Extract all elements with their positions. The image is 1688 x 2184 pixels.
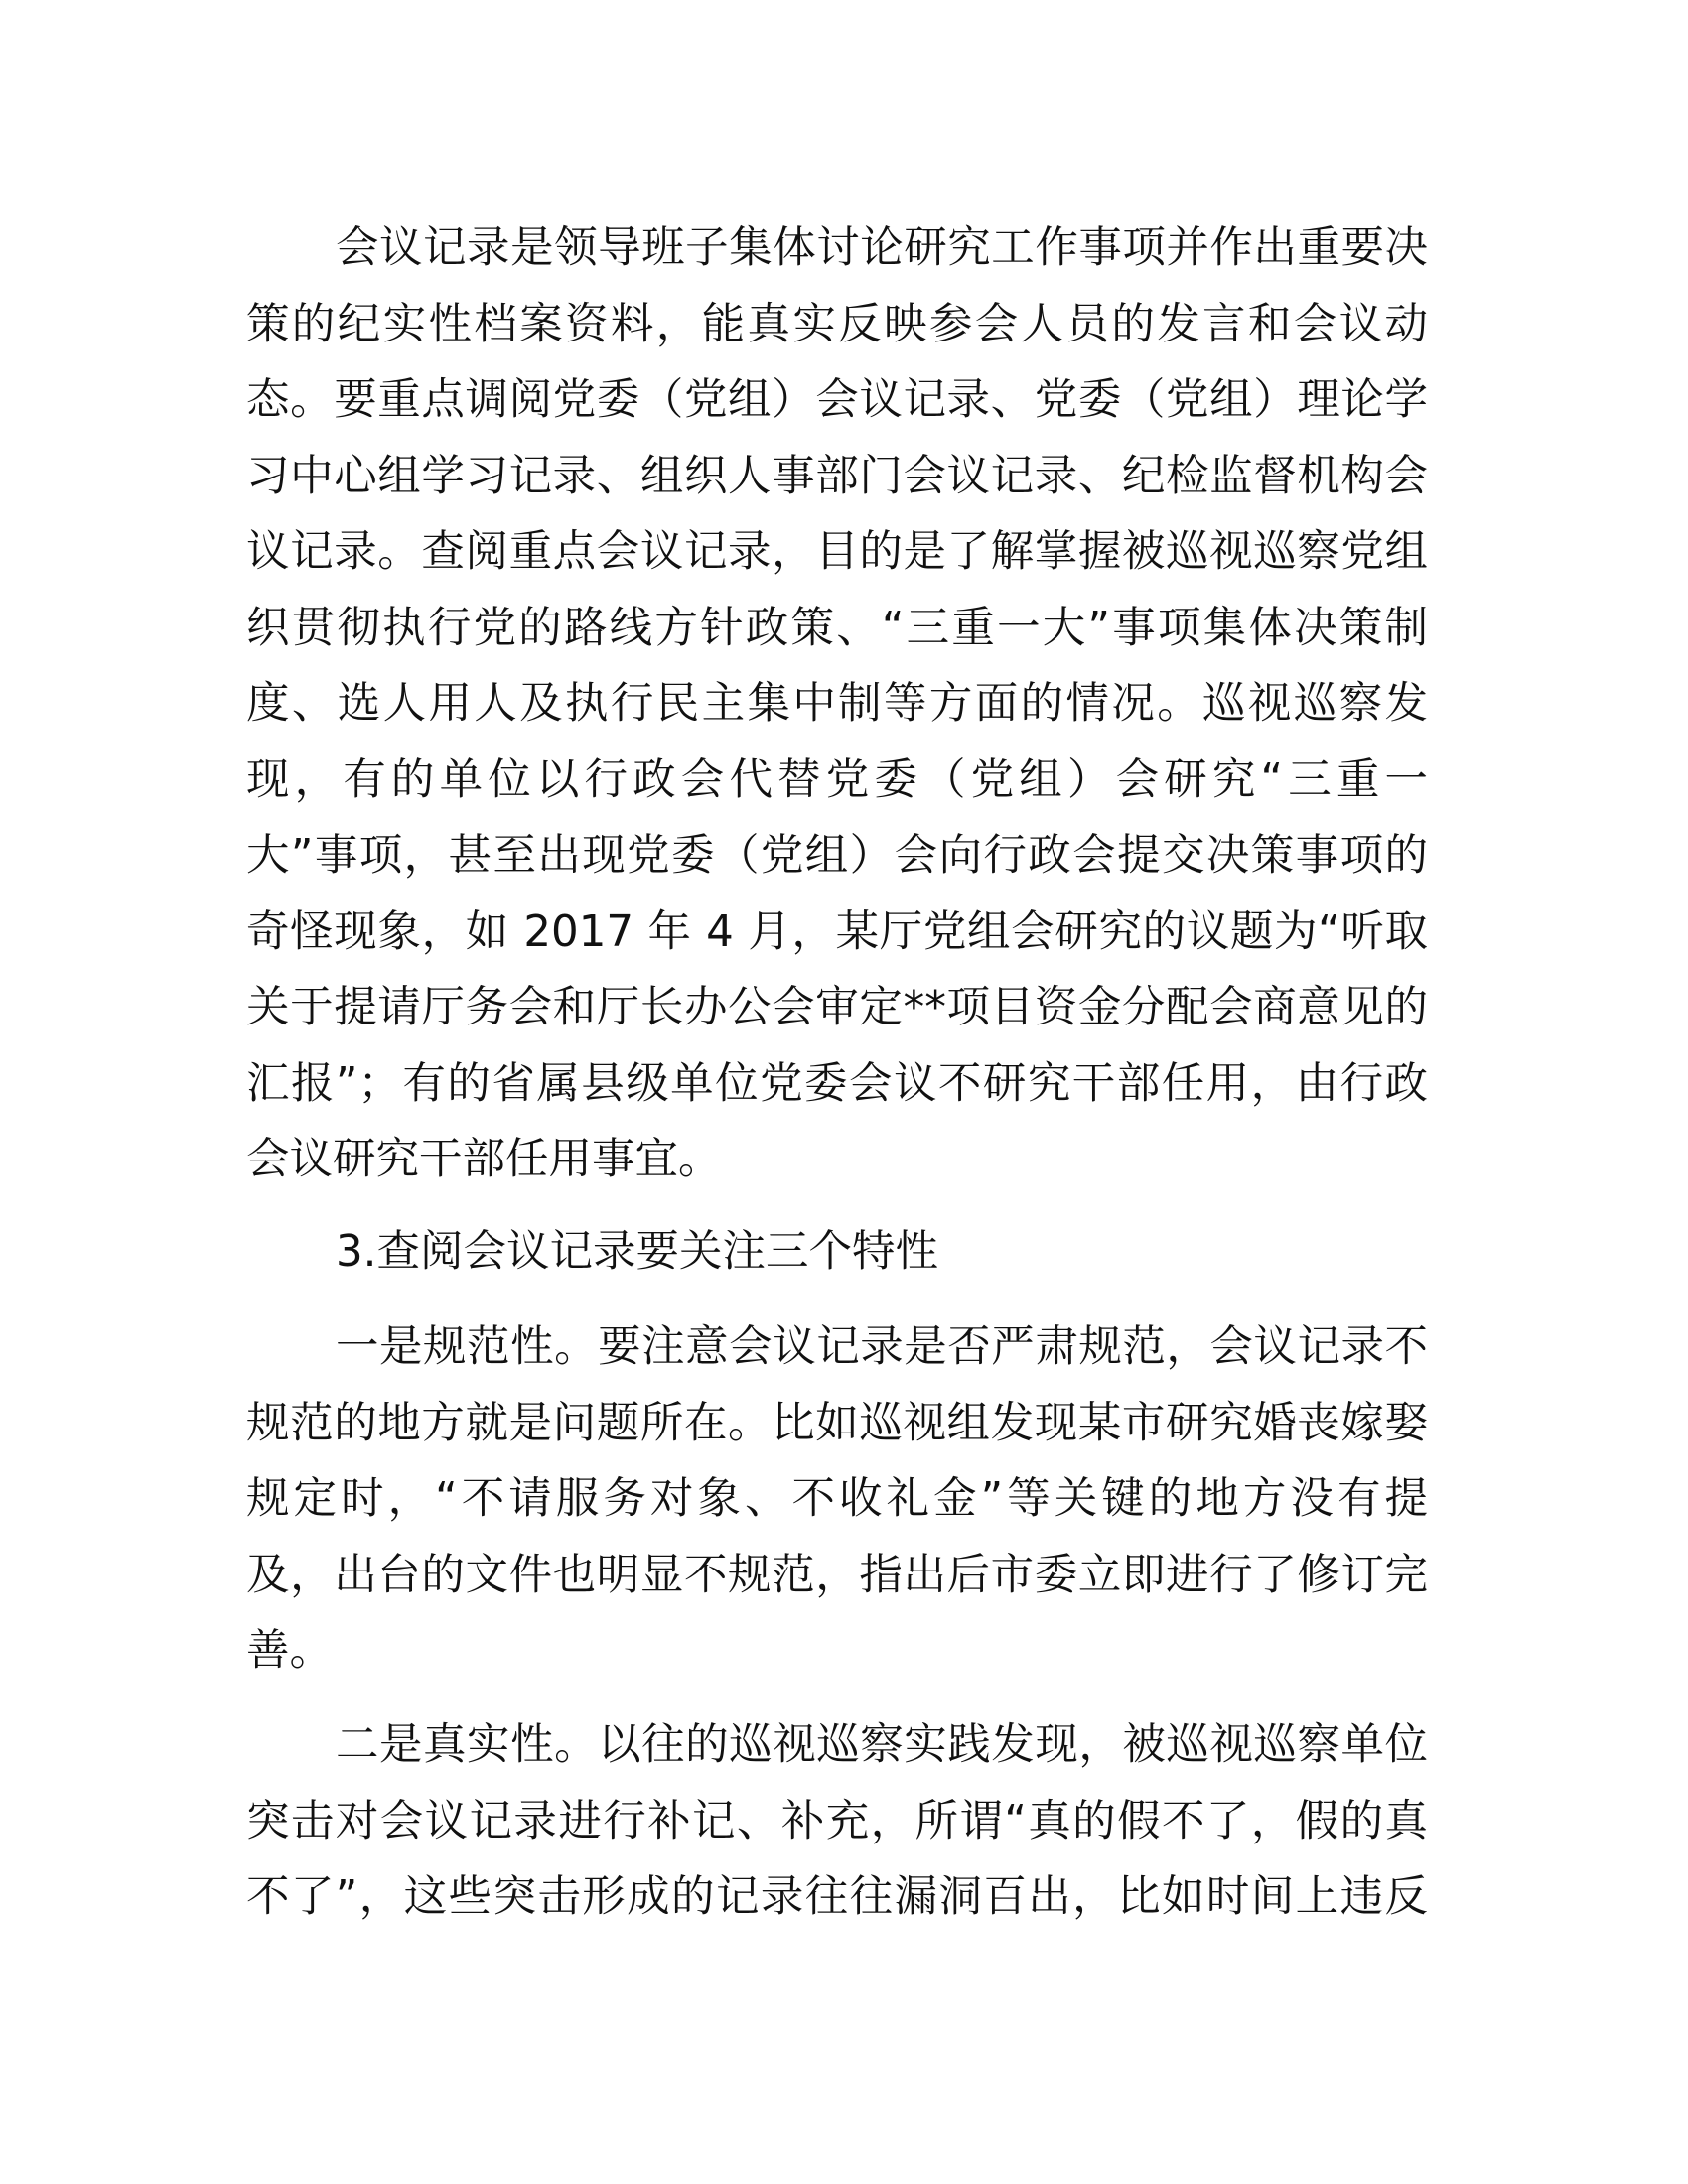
text-line: 关于提请厅务会和厅长办公会审定**项目资金分配会商意见的 [246,983,1428,1032]
text-line: 善。 [246,1626,333,1676]
text-line: 习中心组学习记录、组织人事部门会议记录、纪检监督机构会 [246,451,1428,501]
text-line: 奇怪现象，如 2017 年 4 月，某厅党组会研究的议题为“听取 [246,906,1428,957]
text-line: 规范的地方就是问题所在。比如巡视组发现某市研究婚丧嫁娶 [246,1398,1428,1448]
text-line: 会议研究干部任用事宜。 [246,1135,722,1184]
text-line: 策的纪实性档案资料，能真实反映参会人员的发言和会议动 [246,299,1428,349]
text-line: 大”事项，甚至出现党委（党组）会向行政会提交决策事项的 [246,831,1428,881]
text-line: 汇报”；有的省属县级单位党委会议不研究干部任用，由行政 [246,1058,1428,1109]
text-line: 度、选人用人及执行民主集中制等方面的情况。巡视巡察发 [246,679,1428,729]
paragraph-meeting-records [246,210,1428,1198]
text-line: 规定时，“不请服务对象、不收礼金”等关键的地方没有提 [246,1474,1428,1524]
section-heading [246,1214,1428,1291]
text-line: 议记录。查阅重点会议记录，目的是了解掌握被巡视巡察党组 [246,527,1428,577]
text-line: 态。要重点调阅党委（党组）会议记录、党委（党组）理论学 [246,375,1428,425]
text-line: 不了”，这些突击形成的记录往往漏洞百出，比如时间上违反 [246,1872,1428,1922]
paragraph-authenticity [246,1707,1428,1936]
text-line: 二是真实性。以往的巡视巡察实践发现，被巡视巡察单位 [336,1720,1428,1770]
text-line: 织贯彻执行党的路线方针政策、“三重一大”事项集体决策制 [246,603,1428,653]
text-line: 一是规范性。要注意会议记录是否严肃规范，会议记录不 [336,1322,1428,1372]
text-line: 会议记录是领导班子集体讨论研究工作事项并作出重要决 [336,223,1428,273]
text-line: 突击对会议记录进行补记、补充，所谓“真的假不了，假的真 [246,1796,1428,1846]
paragraph-normativity [246,1309,1428,1690]
text-line: 3.查阅会议记录要关注三个特性 [336,1227,939,1277]
text-line: 及，出台的文件也明显不规范，指出后市委立即进行了修订完 [246,1550,1428,1600]
text-line: 现，有的单位以行政会代替党委（党组）会研究“三重一 [246,754,1428,805]
